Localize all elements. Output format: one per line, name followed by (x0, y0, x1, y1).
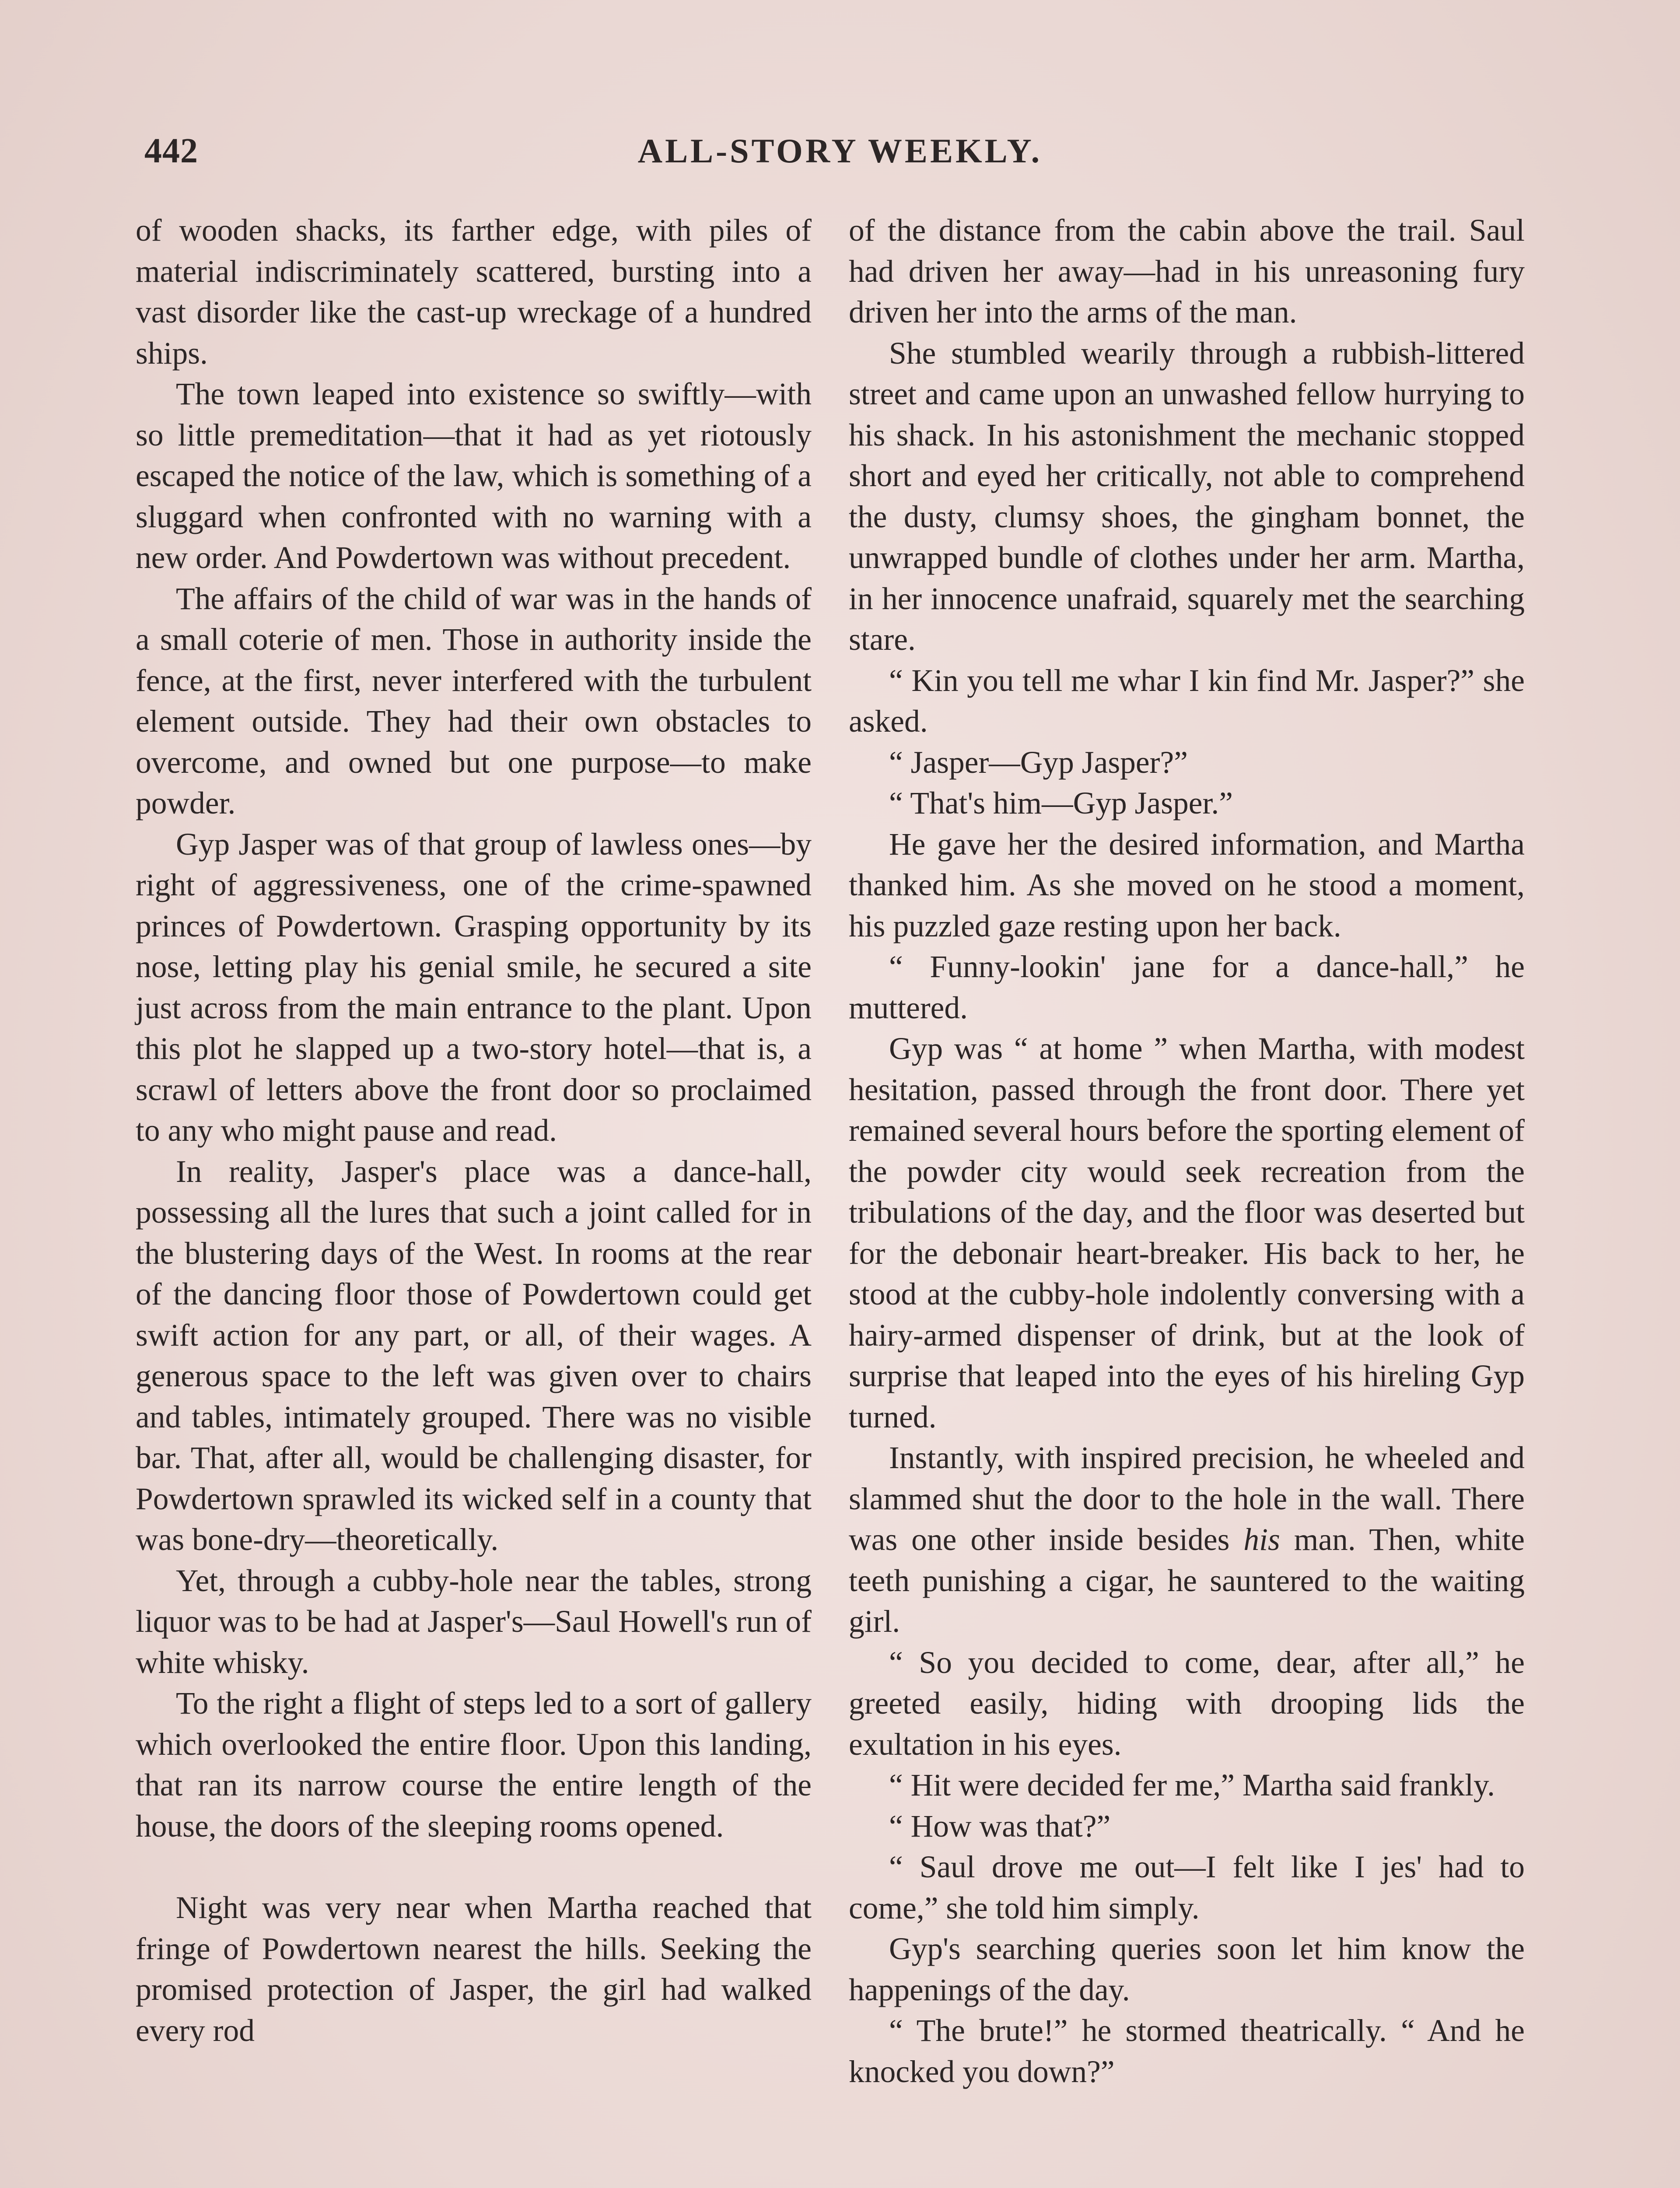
dialogue-line: “ Funny-lookin' jane for a dance-hall,” he muttered. (849, 950, 1525, 1025)
paragraph: of wooden shacks, its farther edge, with piles of material indiscriminately scattered, bursting into a vast disorder like the cast-up wreckage of a hundred ships. (136, 213, 812, 371)
paragraph: Gyp was “ at home ” when Martha, with modest hesitation, passed through the front door. There yet remained several hours before the sporting element of the powder city would seek recreation from the tribulations of the day, and the floor was deserted but for the debonair heart-breaker. His back to her, he stood at the cubby-hole indolently conversing with a hairy-armed dispenser of drink, but at the look of surprise that leaped into the eyes of his hireling Gyp turned. (849, 1031, 1525, 1434)
paragraph: Yet, through a cubby-hole near the tables, strong liquor was to be had at Jasper's—Saul Howell's run of white whisky. (136, 1563, 812, 1680)
page-number: 442 (144, 132, 198, 170)
paragraph: He gave her the desired information, and Martha thanked him. As she moved on he stood a moment, his puzzled gaze resting upon her back. (849, 827, 1525, 943)
text-run: Instantly, with inspired precision, he wheeled and slammed shut the door to the hole in the wall. There was one other inside besides (849, 1441, 1525, 1557)
paragraph: Gyp's searching queries soon let him know the happenings of the day. (849, 1932, 1525, 2007)
dialogue-line: “ Jasper—Gyp Jasper?” (889, 745, 1188, 780)
running-title: ALL-STORY WEEKLY. (637, 132, 1043, 170)
right-column (849, 210, 1525, 2092)
text-run: man. Then, white teeth punishing a cigar, he sauntered to the waiting girl. (849, 1522, 1525, 1639)
page-header (144, 131, 1536, 179)
paragraph: Gyp Jasper was of that group of lawless ones—by right of aggressiveness, one of the crime-spawned princes of Powdertown. Grasping opportunity by its nose, letting play his genial smile, he secured a site just across from the main entrance to the plant. Upon this plot he slapped up a two-story hotel—that is, a scrawl of letters above the front door so proclaimed to any who might pause and read. (136, 827, 812, 1148)
paragraph: Night was very near when Martha reached that fringe of Powdertown nearest the hills. Seeking the promised protection of Jasper, the girl had walked every rod (136, 1890, 812, 2048)
paragraph: The town leaped into existence so swiftly—with so little premeditation—that it had as yet riotously escaped the notice of the law, which is something of a sluggard when confronted with no warning with a new order. And Powdertown was without precedent. (136, 377, 812, 575)
dialogue-line: “ The brute!” he stormed theatrically. “ And he knocked you down?” (849, 2013, 1525, 2089)
dialogue-line: “ How was that?” (889, 1809, 1111, 1844)
dialogue-line: “ Hit were decided fer me,” Martha said frankly. (889, 1768, 1495, 1802)
dialogue-line: “ Kin you tell me whar I kin find Mr. Jasper?” she asked. (849, 663, 1525, 739)
paragraph: She stumbled wearily through a rubbish-littered street and came upon an unwashed fellow hurrying to his shack. In his astonishment the mechanic stopped short and eyed her critically, not able to comprehend the dusty, clumsy shoes, the gingham bonnet, the unwrapped bundle of clothes under her arm. Martha, in her innocence unafraid, squarely met the searching stare. (849, 336, 1525, 657)
italic-word: his (1243, 1522, 1280, 1557)
dialogue-line: “ That's him—Gyp Jasper.” (889, 786, 1233, 820)
paragraph: To the right a flight of steps led to a sort of gallery which overlooked the entire floor. Upon this landing, that ran its narrow course the entire length of the house, the doors of the sleeping rooms opened. (136, 1686, 812, 1844)
dialogue-line: “ Saul drove me out—I felt like I jes' had to come,” she told him simply. (849, 1850, 1525, 1925)
paragraph: The affairs of the child of war was in the hands of a small coterie of men. Those in authority inside the fence, at the first, never interfered with the turbulent element outside. They had their own obstacles to overcome, and owned but one purpose—to make powder. (136, 581, 812, 820)
paragraph (849, 1438, 1525, 1642)
paragraph: of the distance from the cabin above the trail. Saul had driven her away—had in his unreasoning fury driven her into the arms of the man. (849, 213, 1525, 330)
dialogue-line: “ So you decided to come, dear, after all,” he greeted easily, hiding with drooping lids the exultation in his eyes. (849, 1645, 1525, 1762)
left-column (136, 210, 812, 2051)
paragraph: In reality, Jasper's place was a dance-hall, possessing all the lures that such a joint called for in the blustering days of the West. In rooms at the rear of the dancing floor those of Powdertown could get swift action for any part, or all, of their wages. A generous space to the left was given over to chairs and tables, intimately grouped. There was no visible bar. That, after all, would be challenging disaster, for Powdertown sprawled its wicked self in a county that was bone-dry—theoretically. (136, 1154, 812, 1557)
